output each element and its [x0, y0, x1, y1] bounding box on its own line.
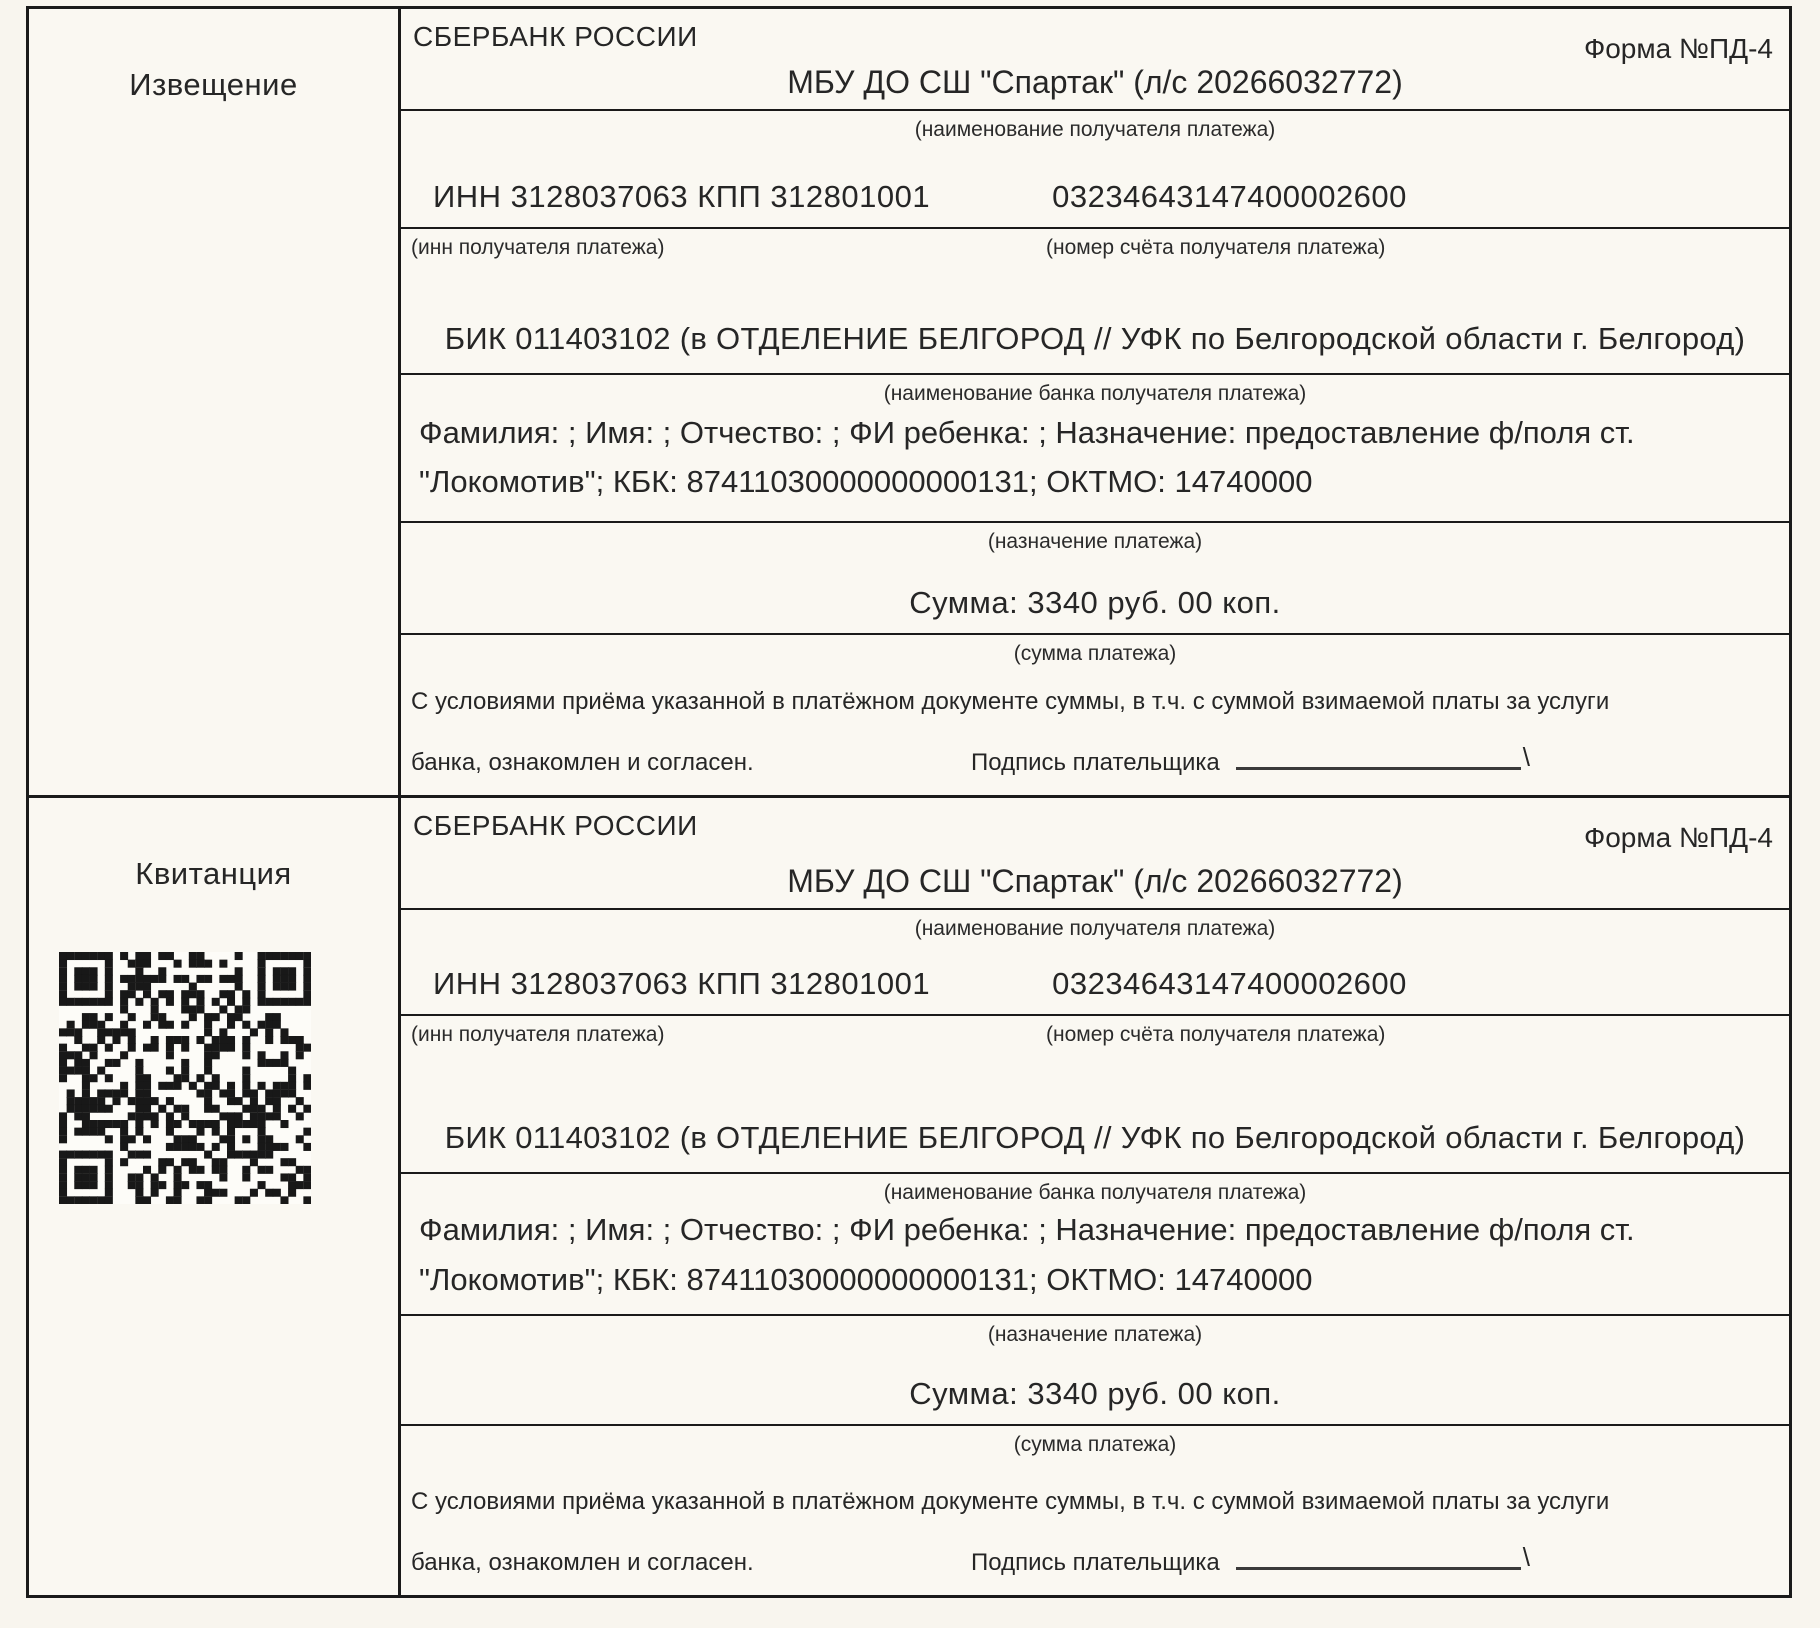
- receipt-section: [29, 798, 1789, 1595]
- notice-purpose-label: (назначение платежа): [987, 530, 1203, 553]
- notice-signature-line: [1236, 746, 1521, 770]
- notice-inn-account-labels: [401, 236, 1789, 260]
- notice-bank-title: СБЕРБАНК РОССИИ: [413, 21, 698, 52]
- receipt-header-cell: [401, 798, 1789, 910]
- notice-section: [29, 9, 1789, 798]
- notice-inn-kpp-value: ИНН 3128037063 КПП 312801001: [433, 179, 931, 214]
- receipt-bank-details: БИК 011403102 (в ОТДЕЛЕНИЕ БЕЛГОРОД // УФК по Белгородской области г. Белгород): [444, 1119, 1746, 1155]
- receipt-inn-kpp-value: ИНН 3128037063 КПП 312801001: [433, 966, 931, 1001]
- receipt-agreement-line1: С условиями приёма указанной в платёжном документе суммы, в т.ч. с суммой взимаемой платы за услуги: [411, 1488, 1610, 1515]
- notice-content: [401, 9, 1789, 795]
- receipt-account-label: (номер счёта получателя платежа): [1046, 1023, 1386, 1046]
- receipt-amount-label: (сумма платежа): [1013, 1433, 1177, 1456]
- notice-account-value: 03234643147400002600: [1052, 179, 1407, 214]
- notice-header-cell: [401, 9, 1789, 111]
- notice-payee-name: МБУ ДО СШ "Спартак" (л/с 20266032772): [787, 64, 1403, 100]
- pd4-payment-form: [26, 6, 1792, 1598]
- notice-inn-row: [401, 179, 1789, 215]
- receipt-purpose-label: (назначение платежа): [987, 1323, 1203, 1346]
- receipt-payee-name: МБУ ДО СШ "Спартак" (л/с 20266032772): [787, 863, 1403, 899]
- receipt-payee-name-label: (наименование получателя платежа): [914, 917, 1276, 940]
- receipt-amount-cell: [401, 1316, 1789, 1426]
- receipt-form-number: Форма №ПД-4: [1583, 822, 1773, 853]
- notice-payee-cell: [401, 111, 1789, 229]
- receipt-agreement-cell: [401, 1426, 1789, 1595]
- receipt-signature-mark: \: [1522, 1542, 1531, 1572]
- notice-payment-purpose: Фамилия: ; Имя: ; Отчество: ; ФИ ребенка: ; Назначение: предоставление ф/поля ст. "Локомотив"; КБК: 87411030000000000131; ОКТМО: 14740000: [419, 414, 1635, 500]
- notice-purpose-cell: [401, 375, 1789, 523]
- receipt-title: Квитанция: [135, 856, 292, 891]
- notice-account-label: (номер счёта получателя платежа): [1046, 236, 1386, 259]
- notice-bank-details: БИК 011403102 (в ОТДЕЛЕНИЕ БЕЛГОРОД // УФК по Белгородской области г. Белгород): [444, 320, 1746, 356]
- notice-title: Извещение: [129, 67, 298, 102]
- receipt-payment-purpose: Фамилия: ; Имя: ; Отчество: ; ФИ ребенка: ; Назначение: предоставление ф/поля ст. "Локомотив"; КБК: 87411030000000000131; ОКТМО: 14740000: [419, 1212, 1635, 1297]
- notice-agreement-line1: С условиями приёма указанной в платёжном документе суммы, в т.ч. с суммой взимаемой платы за услуги: [411, 688, 1610, 715]
- notice-inn-label: (инн получателя платежа): [411, 236, 665, 259]
- notice-agreement: [401, 688, 1789, 795]
- notice-signature-mark: \: [1522, 742, 1531, 772]
- receipt-agreement-line2: банка, ознакомлен и согласен.: [411, 1549, 754, 1576]
- notice-signature-row: [411, 742, 1779, 777]
- notice-form-number: Форма №ПД-4: [1583, 33, 1773, 64]
- receipt-signature-line: [1236, 1546, 1521, 1570]
- notice-bank-cell: [401, 229, 1789, 375]
- receipt-bank-cell: [401, 1016, 1789, 1174]
- receipt-purpose-cell: [401, 1174, 1789, 1316]
- notice-agreement-cell: [401, 635, 1789, 795]
- receipt-content: [401, 798, 1789, 1595]
- receipt-account-value: 03234643147400002600: [1052, 966, 1407, 1001]
- notice-signature-label: Подпись плательщика: [971, 749, 1220, 776]
- receipt-inn-account-labels: [401, 1023, 1789, 1047]
- receipt-payee-cell: [401, 910, 1789, 1016]
- receipt-left-column: [29, 798, 401, 1595]
- notice-left-column: [29, 9, 401, 795]
- notice-amount-cell: [401, 523, 1789, 635]
- receipt-signature-row: [411, 1542, 1779, 1577]
- notice-agreement-line2: банка, ознакомлен и согласен.: [411, 749, 754, 776]
- notice-amount: Сумма: 3340 руб. 00 коп.: [909, 585, 1281, 620]
- notice-bank-label: (наименование банка получателя платежа): [883, 382, 1307, 405]
- notice-payee-name-label: (наименование получателя платежа): [914, 118, 1276, 141]
- receipt-inn-row: [401, 966, 1789, 1002]
- receipt-agreement: [401, 1488, 1789, 1595]
- receipt-amount: Сумма: 3340 руб. 00 коп.: [909, 1376, 1281, 1411]
- receipt-bank-label: (наименование банка получателя платежа): [883, 1181, 1307, 1204]
- receipt-bank-title: СБЕРБАНК РОССИИ: [413, 810, 698, 841]
- receipt-signature-label: Подпись плательщика: [971, 1549, 1220, 1576]
- notice-amount-label: (сумма платежа): [1013, 642, 1177, 665]
- qr-code: [59, 952, 311, 1204]
- receipt-inn-label: (инн получателя платежа): [411, 1023, 665, 1046]
